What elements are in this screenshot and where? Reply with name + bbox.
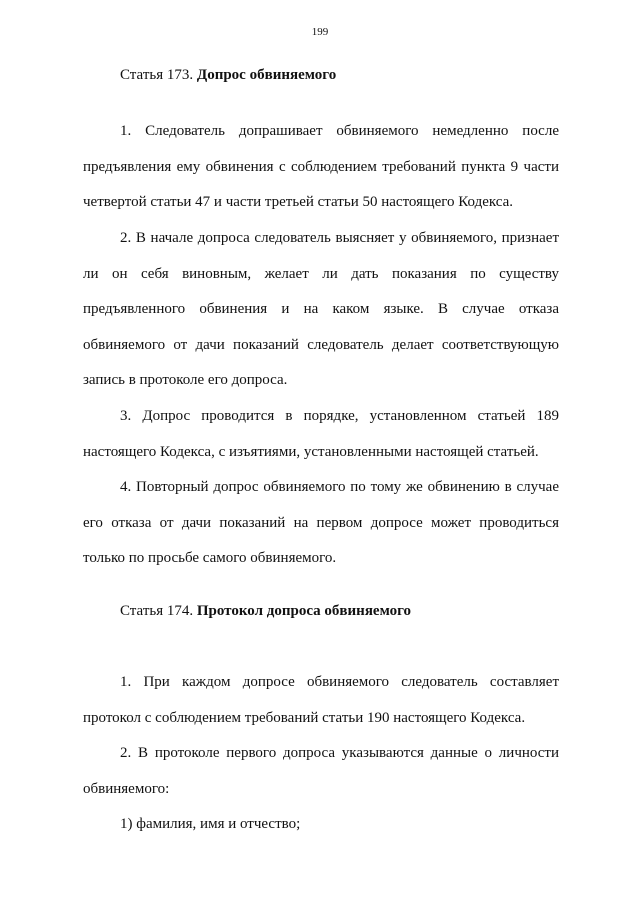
article-174-heading xyxy=(120,603,411,620)
article-174-paragraph-1: 1. При каждом допросе обвиняемого следователь составляет протокол с соблюдением требований статьи 190 настоящего Кодекса. xyxy=(83,674,559,726)
article-174-title: Протокол допроса обвиняемого xyxy=(196,603,412,619)
article-173-paragraph-1: 1. Следователь допрашивает обвиняемого немедленно после предъявления ему обвинения с соблюдением требований пункта 9 части четвертой статьи 47 и части третьей статьи 50 настоящего Кодекса. xyxy=(83,123,559,210)
article-174-paragraph-2: 2. В протоколе первого допроса указываются данные о личности обвиняемого: xyxy=(83,745,559,797)
article-173-paragraph-2: 2. В начале допроса следователь выясняет у обвиняемого, признает ли он себя виновным, желает ли дать показания по существу предъявленного обвинения и на каком языке. В случае отказа обвиняемого от дачи показаний следователь делает соответствующую запись в протоколе его допроса. xyxy=(83,230,559,388)
article-173-heading xyxy=(120,67,336,84)
article-173-paragraph-4: 4. Повторный допрос обвиняемого по тому же обвинению в случае его отказа от дачи показаний на первом допросе может проводиться только по просьбе самого обвиняемого. xyxy=(83,479,559,566)
article-174-prefix: Статья 174. xyxy=(120,603,197,619)
page-number: 199 xyxy=(311,26,329,38)
article-173-title: Допрос обвиняемого xyxy=(196,67,337,83)
article-173-paragraph-3: 3. Допрос проводится в порядке, установленном статьей 189 настоящего Кодекса, с изъятиями, установленными настоящей статьей. xyxy=(83,408,559,460)
article-173-prefix: Статья 173. xyxy=(120,67,197,83)
article-174-item-1: 1) фамилия, имя и отчество; xyxy=(120,816,301,832)
